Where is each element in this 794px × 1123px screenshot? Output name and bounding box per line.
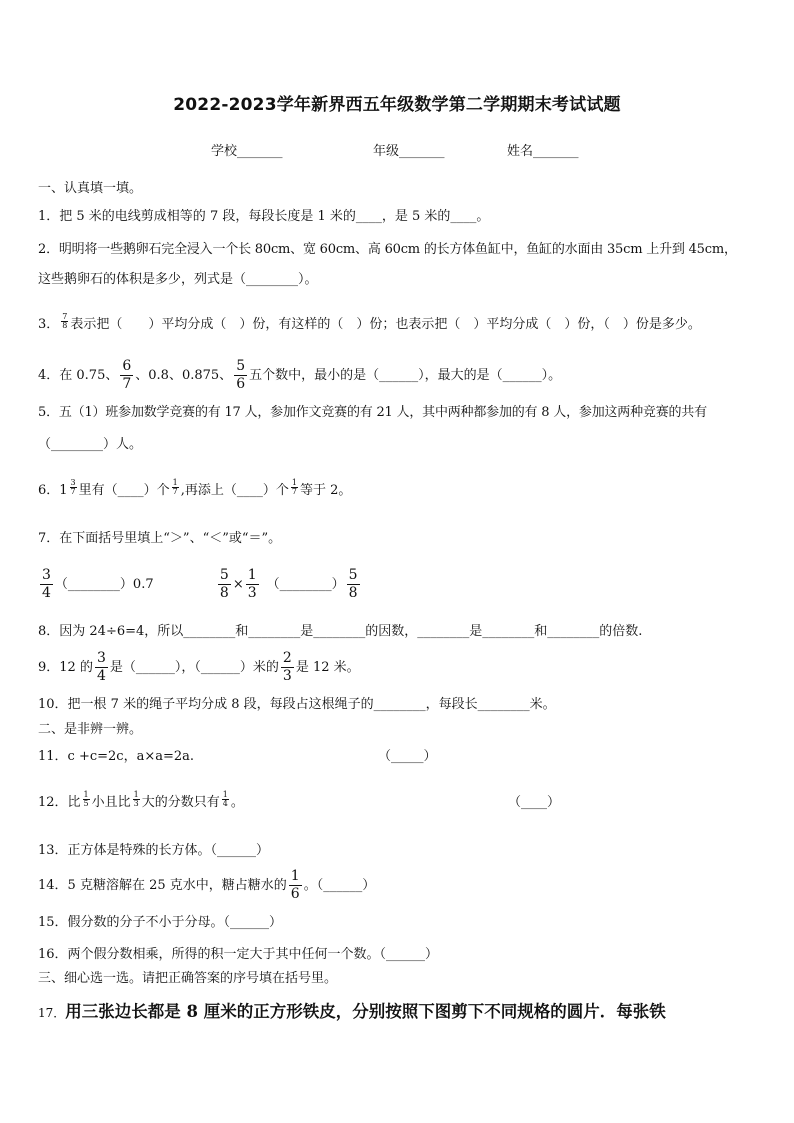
frac-numerator: 3 bbox=[42, 567, 51, 583]
frac-numerator: 1 bbox=[83, 790, 89, 799]
frac-denominator: 8 bbox=[348, 585, 358, 601]
question-17 bbox=[38, 1001, 758, 1025]
question-8: 8．因为 24÷6=4，所以________和________是________的因数，________是________和________的倍数. bbox=[38, 624, 643, 639]
question-2-line-1: 2．明明将一些鹅卵石完全浸入一个长 80cm、宽 60cm、高 60cm 的长方体鱼缸中，鱼缸的水面由 35cm 上升到 45cm， bbox=[38, 242, 737, 257]
frac-denominator: 4 bbox=[96, 668, 106, 684]
frac-denominator: 7 bbox=[291, 487, 297, 496]
name-label: 姓名 bbox=[507, 144, 534, 159]
fraction bbox=[246, 567, 259, 602]
frac-numerator: 2 bbox=[282, 650, 292, 666]
fraction bbox=[218, 567, 231, 602]
frac-numerator: 6 bbox=[122, 358, 132, 374]
question-3 bbox=[38, 314, 758, 336]
question-3-number: 3． bbox=[38, 317, 60, 332]
q17-text: 用三张边长都是 8 厘米的正方形铁皮，分别按照下图剪下不同规格的圆片．每张铁 bbox=[65, 1002, 666, 1021]
frac-denominator: 4 bbox=[222, 799, 228, 808]
frac-denominator: 4 bbox=[42, 585, 51, 601]
q11-text: 11．c +c=2c，a×a=2a. bbox=[38, 749, 195, 764]
frac-numerator: 5 bbox=[348, 567, 358, 583]
q12-text-c: 大的分数只有 bbox=[141, 795, 220, 810]
question-7: 7．在下面括号里填上“＞”、“＜”或“＝”。 bbox=[38, 531, 282, 546]
frac-numerator: 3 bbox=[96, 650, 106, 666]
frac-denominator: 7 bbox=[122, 376, 132, 392]
q9-text-b: 是（______），（______）米的 bbox=[109, 660, 279, 675]
question-7-row bbox=[38, 565, 758, 605]
question-9 bbox=[38, 648, 758, 688]
name-field bbox=[507, 140, 579, 159]
frac-denominator: 6 bbox=[236, 376, 246, 392]
frac-numerator: 1 bbox=[172, 478, 178, 487]
frac-numerator: 1 bbox=[247, 567, 257, 583]
fraction bbox=[281, 650, 294, 685]
question-5-line-2: （________）人。 bbox=[38, 437, 143, 452]
question-5-line-1: 5．五（1）班参加数学竞赛的有 17 人，参加作文竞赛的有 21 人，其中两种都参加的有 8 人，参加这两种竞赛的共有 bbox=[38, 405, 707, 420]
question-6 bbox=[38, 480, 758, 502]
q6-text-c: ,再添上（____）个 bbox=[180, 483, 289, 498]
q9-text-c: 是 12 米。 bbox=[295, 660, 360, 675]
question-13: 13．正方体是特殊的长方体。（______） bbox=[38, 843, 270, 858]
fraction bbox=[234, 358, 247, 393]
frac-numerator: 7 bbox=[62, 312, 68, 321]
q12-text-d: 。 bbox=[230, 795, 244, 810]
frac-denominator: 7 bbox=[70, 487, 76, 496]
school-label: 学校 bbox=[211, 144, 238, 159]
q7-compare-b: （________） bbox=[266, 577, 345, 592]
fraction bbox=[61, 313, 68, 330]
frac-numerator: 5 bbox=[236, 358, 246, 374]
fraction bbox=[133, 791, 140, 808]
section-heading-2: 二、是非辨一辨。 bbox=[38, 722, 143, 737]
question-14 bbox=[38, 866, 758, 906]
frac-denominator: 5 bbox=[83, 799, 89, 808]
grade-field bbox=[373, 140, 445, 159]
page-title: 2022-2023学年新界西五年级数学第二学期期末考试试题 bbox=[173, 95, 621, 115]
q6-text-b: 里有（____）个 bbox=[78, 483, 170, 498]
frac-denominator: 6 bbox=[290, 886, 300, 902]
frac-denominator: 7 bbox=[172, 487, 178, 496]
frac-denominator: 3 bbox=[247, 585, 257, 601]
q12-text-a: 12．比 bbox=[38, 795, 81, 810]
frac-numerator: 1 bbox=[133, 790, 139, 799]
q14-text-a: 14．5 克糖溶解在 25 克水中，糖占糖水的 bbox=[38, 878, 287, 893]
grade-label: 年级 bbox=[373, 144, 400, 159]
q4-text-c: 五个数中，最小的是（______），最大的是（______）。 bbox=[249, 368, 562, 383]
question-16: 16．两个假分数相乘，所得的积一定大于其中任何一个数。（______） bbox=[38, 947, 439, 962]
frac-numerator: 1 bbox=[222, 790, 228, 799]
section-heading-3: 三、细心选一选。请把正确答案的序号填在括号里。 bbox=[38, 971, 338, 986]
frac-numerator: 1 bbox=[291, 478, 297, 487]
section-heading-1: 一、认真填一填。 bbox=[38, 181, 143, 196]
q6-text-a: 6．1 bbox=[38, 483, 68, 498]
frac-numerator: 3 bbox=[70, 478, 76, 487]
q12-text-b: 小且比 bbox=[91, 795, 131, 810]
q12-answer-paren: （____） bbox=[508, 795, 561, 810]
fraction bbox=[83, 791, 90, 808]
q9-text-a: 9．12 的 bbox=[38, 660, 93, 675]
fraction bbox=[291, 479, 298, 496]
fraction bbox=[95, 650, 108, 685]
question-4 bbox=[38, 356, 758, 396]
fraction bbox=[40, 567, 53, 602]
q11-answer-paren: （_____） bbox=[378, 749, 437, 764]
q4-text-a: 4．在 0.75、 bbox=[38, 368, 119, 383]
school-underline: _______ bbox=[237, 144, 283, 159]
fraction bbox=[347, 567, 360, 602]
question-11 bbox=[38, 749, 758, 765]
frac-numerator: 1 bbox=[290, 868, 300, 884]
question-10: 10．把一根 7 米的绳子平均分成 8 段，每段占这根绳子的________，每段长________米。 bbox=[38, 697, 556, 712]
question-3-text: 表示把（ ）平均分成（ ）份，有这样的（ ）份；也表示把（ ）平均分成（ ）份，（ ）份是多少。 bbox=[70, 317, 701, 332]
q17-number: 17． bbox=[38, 1006, 66, 1020]
times-sign: × bbox=[232, 577, 244, 592]
question-1: 1．把 5 米的电线剪成相等的 7 段，每段长度是 1 米的____，是 5 米的____。 bbox=[38, 209, 490, 224]
q4-text-b: 、0.8、0.875、 bbox=[135, 368, 233, 383]
frac-denominator: 8 bbox=[62, 321, 68, 330]
school-field bbox=[211, 140, 283, 159]
frac-denominator: 3 bbox=[133, 799, 139, 808]
fraction bbox=[222, 791, 229, 808]
fraction bbox=[120, 358, 133, 393]
question-12 bbox=[38, 792, 758, 814]
grade-underline: _______ bbox=[399, 144, 445, 159]
fraction bbox=[289, 868, 302, 903]
fraction bbox=[172, 479, 179, 496]
frac-numerator: 5 bbox=[219, 567, 229, 583]
frac-denominator: 3 bbox=[282, 668, 292, 684]
question-15: 15．假分数的分子不小于分母。（______） bbox=[38, 915, 283, 930]
q14-text-b: 。（______） bbox=[303, 878, 376, 893]
name-underline: _______ bbox=[533, 144, 579, 159]
question-2-line-2: 这些鹅卵石的体积是多少，列式是（________）。 bbox=[38, 272, 318, 287]
fraction bbox=[70, 479, 77, 496]
q6-text-d: 等于 2。 bbox=[299, 483, 352, 498]
frac-denominator: 8 bbox=[219, 585, 229, 601]
q7-compare-a: （________）0.7 bbox=[54, 577, 154, 592]
